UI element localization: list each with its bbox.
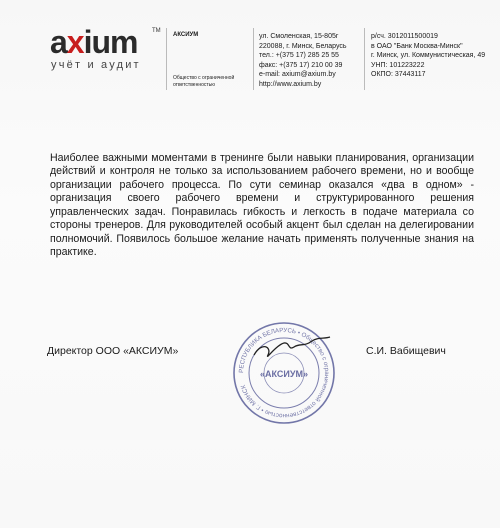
logo-trademark: TM — [152, 28, 161, 34]
header-divider — [364, 28, 365, 90]
company-legal-form: Общество с ограниченной ответственностью — [173, 75, 235, 88]
company-seal-stamp — [232, 321, 336, 425]
unp-line: УНП: 101223222 — [371, 61, 425, 69]
testimonial-paragraph: Наиболее важными моментами в тренинге были навыки планирования, организации действий и контроля не только за использованием рабочего времени, но и вообще организации рабочего процесса. По сути семинар оказался «два в одном» - организация своего рабочего времени и структурированного решения управленческих задач. Понравилась гибкость и легкость в подаче материала со стороны тренеров. Для руководителей особый акцент был сделан на делегировании полномочий. Появилось большое желание начать применять полученные знания на практике. — [50, 152, 474, 259]
signer-name: С.И. Вабищевич — [366, 345, 446, 357]
bank-details-block — [371, 32, 485, 80]
website-line: http://www.axium.by — [259, 80, 322, 88]
company-short-name: АКСИУМ — [173, 32, 199, 38]
account-line: р/сч. 3012011500019 — [371, 33, 438, 40]
seal-ring-text: РЕСПУБЛИКА БЕЛАРУСЬ • Общество с ограниченной ответственностью • Г. МИНСК — [237, 326, 331, 420]
bank-name-line: в ОАО "Банк Москва-Минск" — [371, 42, 463, 50]
okpo-line: ОКПО: 37443117 — [371, 71, 426, 79]
logo-tagline: учёт и аудит — [51, 59, 141, 71]
bank-address-line: г. Минск, ул. Коммунистическая, 49 — [371, 52, 486, 60]
header-divider — [166, 28, 167, 90]
fax-line: факс: +(375 17) 210 00 39 — [259, 61, 343, 69]
seal-center-text: «АКСИУМ» — [260, 369, 308, 379]
phone-line: тел.: +(375 17) 285 25 55 — [259, 52, 339, 60]
email-line: e-mail: axium@axium.by — [259, 71, 336, 79]
company-logo: axium — [50, 24, 138, 60]
postcode-line: 220088, г. Минск, Беларусь — [259, 42, 347, 50]
address-line: ул. Смоленская, 15-805г — [259, 33, 339, 40]
director-label: Директор ООО «АКСИУМ» — [47, 345, 179, 357]
header-divider — [253, 28, 254, 90]
contact-block — [259, 32, 347, 89]
